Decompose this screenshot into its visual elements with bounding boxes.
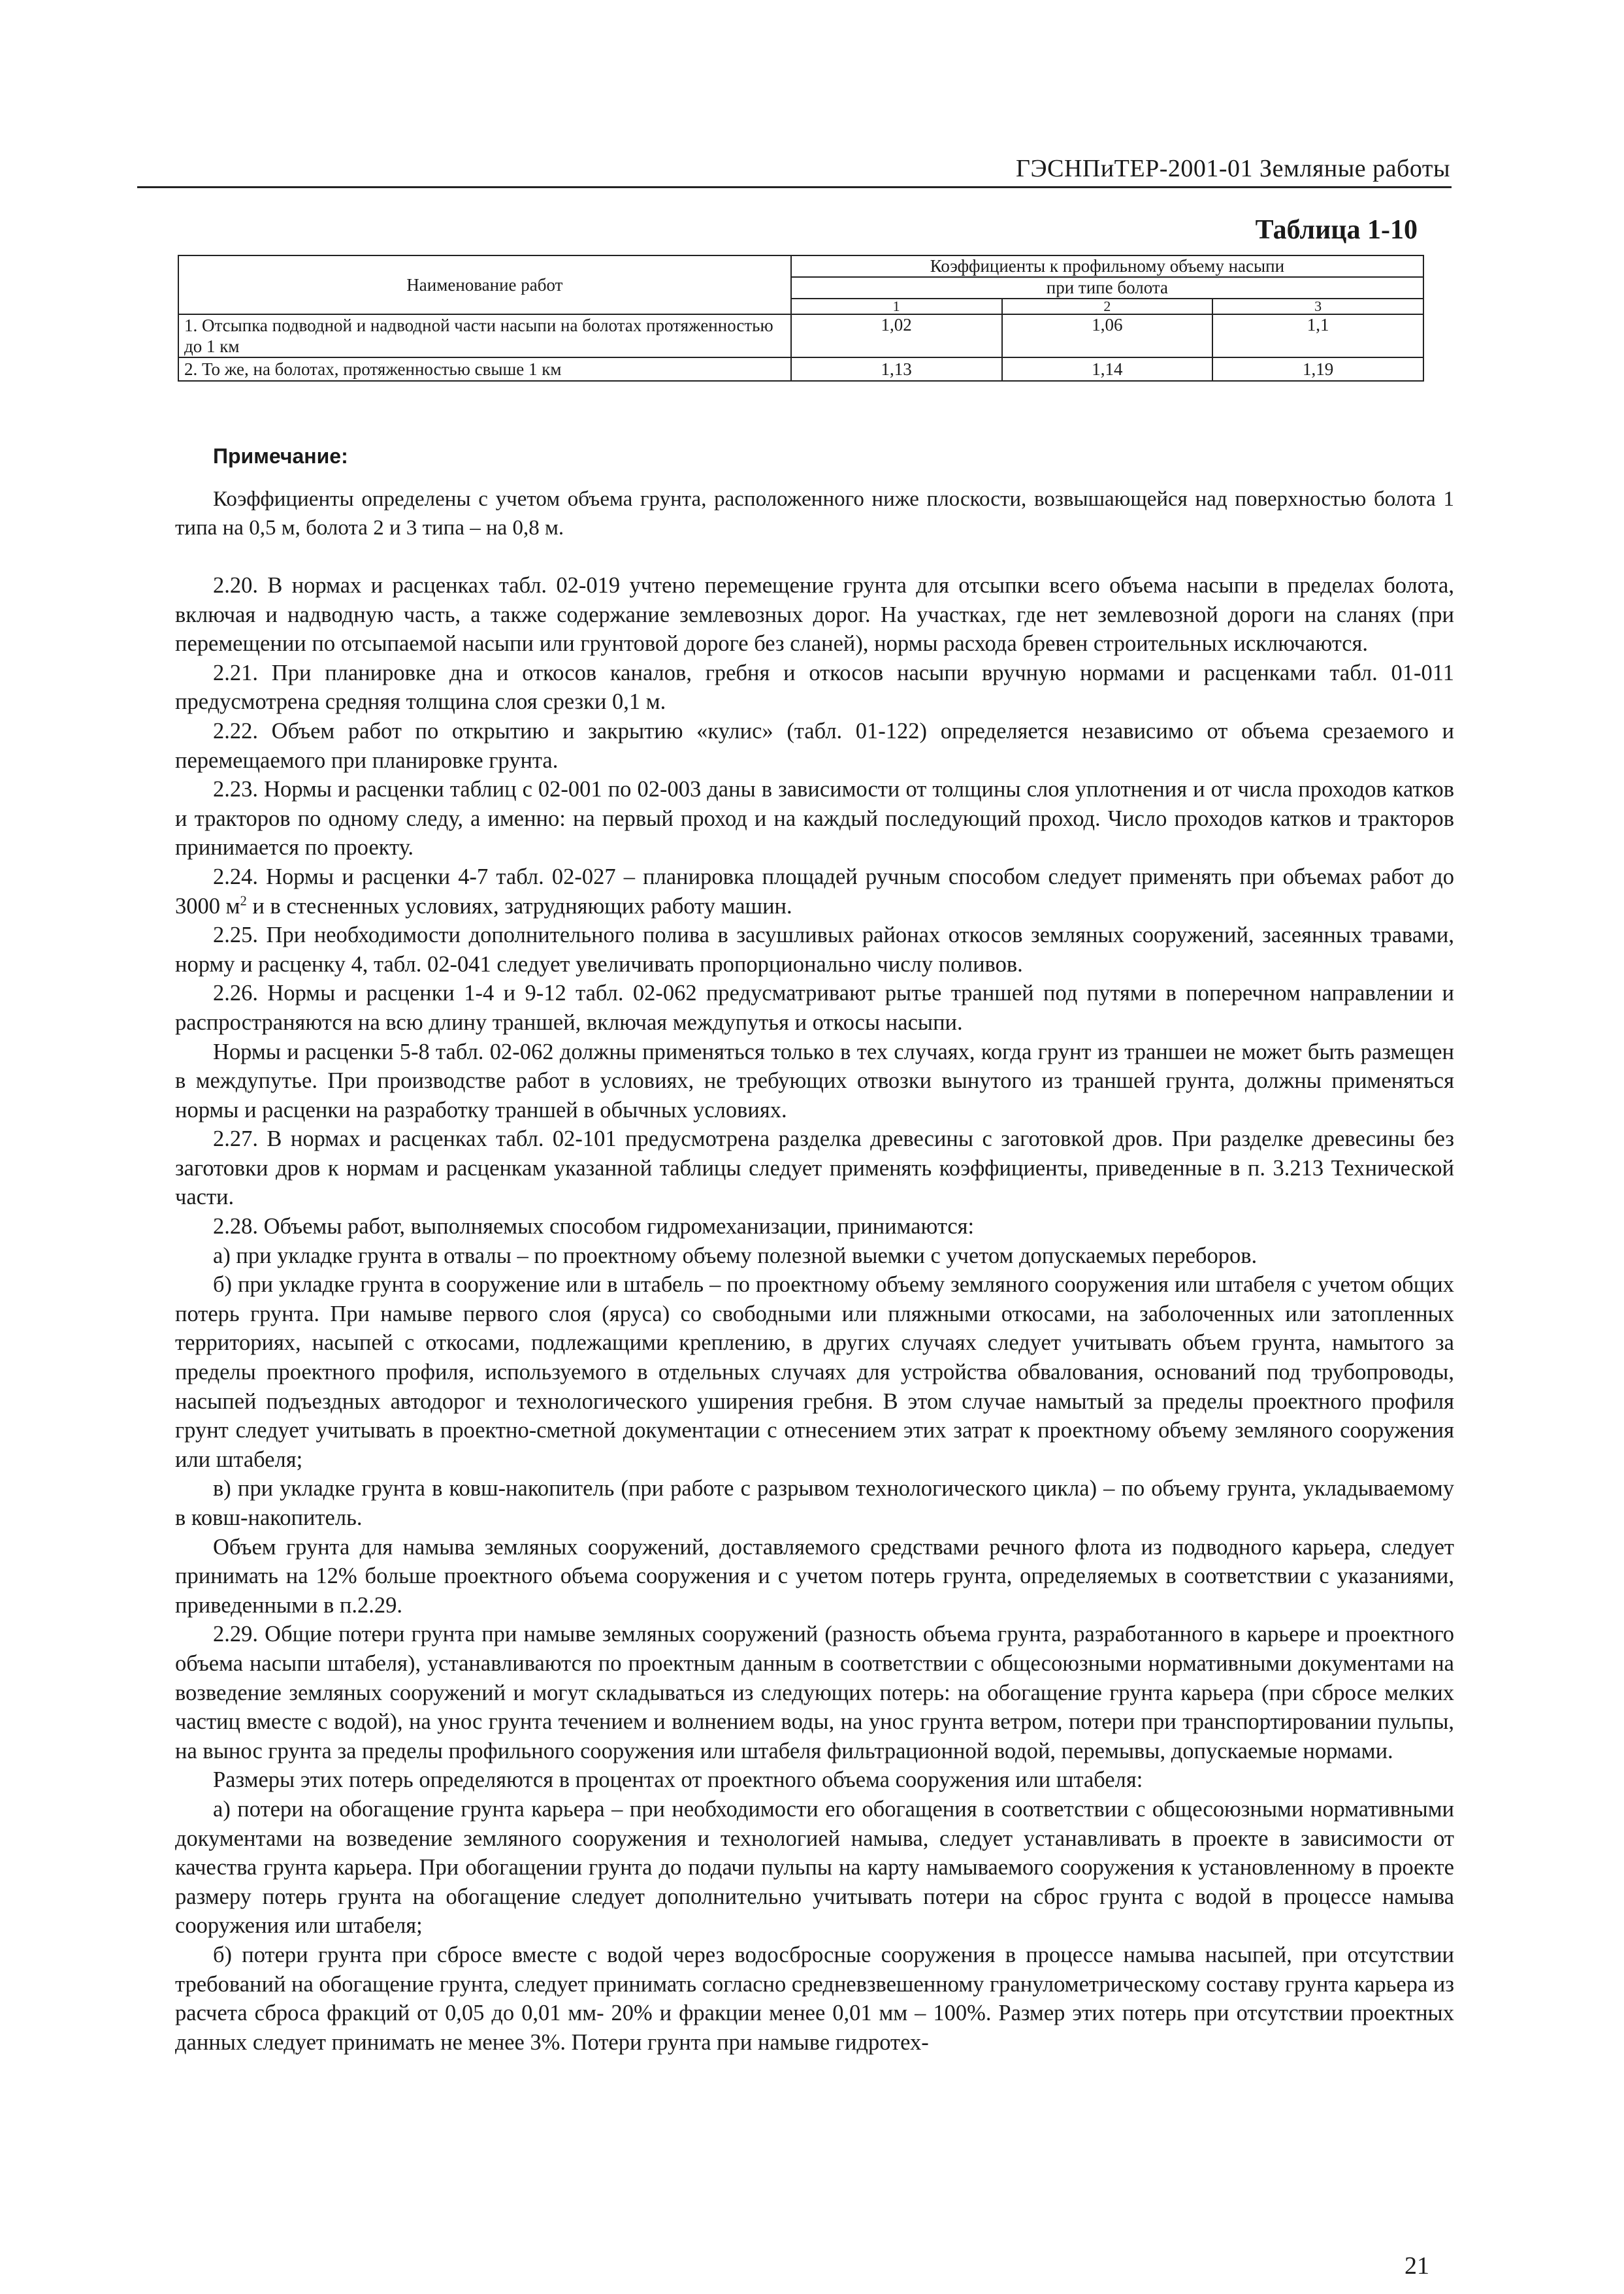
paragraph-2-28-volume: Объем грунта для намыва земляных сооружений, доставляемого средствами речного флота из подводного карьера, следует принимать на 12% больше проектного объема сооружения и с учетом потерь грунта, определяемых в соответствии с указаниями, приведенными в п.2.29. bbox=[175, 1534, 1454, 1618]
running-header: ГЭСНПиТЕР-2001-01 Земляные работы bbox=[1016, 155, 1450, 182]
paragraph-2-28-a: а) при укладке грунта в отвалы – по проектному объему полезной выемки с учетом допускаемых переборов. bbox=[213, 1243, 1258, 1268]
col-group-header-line2: при типе болота bbox=[791, 277, 1423, 299]
paragraph-2-26: 2.26. Нормы и расценки 1-4 и 9-12 табл. 02-062 предусматривают рытье траншей под путями в поперечном направлении и распространяются на всю длину траншей, включая междупутья и откосы насыпи. bbox=[175, 981, 1454, 1035]
value-cell: 1,02 bbox=[791, 314, 1002, 357]
value-cell: 1,1 bbox=[1212, 314, 1423, 357]
col-name-header: Наименование работ bbox=[178, 255, 791, 314]
col-group-header-line1: Коэффициенты к профильному объему насыпи bbox=[791, 255, 1423, 277]
paragraph-2-28-v: в) при укладке грунта в ковш-накопитель (при работе с разрывом технологического цикла) – по объему грунта, укладываемому в ковш-накопитель. bbox=[175, 1476, 1454, 1530]
paragraph-2-22: 2.22. Объем работ по открытию и закрытию «кулис» (табл. 01-122) определяется независимо от объема срезаемого и перемещаемого при планировке грунта. bbox=[175, 718, 1454, 773]
body-text bbox=[175, 571, 1454, 2057]
col-number: 3 bbox=[1212, 299, 1423, 314]
superscript: 2 bbox=[240, 894, 247, 909]
value-cell: 1,06 bbox=[1002, 314, 1213, 357]
paragraph-2-25: 2.25. При необходимости дополнительного полива в засушливых районах откосов земляных сооружений, засеянных травами, норму и расценку 4, табл. 02-041 следует увеличивать пропорционально числу поливов. bbox=[175, 923, 1454, 977]
paragraph-2-28-b: б) при укладке грунта в сооружение или в штабель – по проектному объему земляного сооружения или штабеля с учетом общих потерь грунта. При намыве первого слоя (яруса) со свободными или пляжными откосами, на заболоченных или затопленных территориях, насыпей с откосами, подлежащими креплению, в других случаях следует учитывать объем грунта, намытого за пределы проектного профиля, используемого в отдельных случаях для устройства обвалования, оснований под трубопроводы, насыпей подъездных автодорог и технологического уширения гребня. В этом случае намытый за пределы проектного профиля грунт следует учитывать в проектно-сметной документации с отнесением этих затрат к проектному объему земляного сооружения или штабеля; bbox=[175, 1272, 1454, 1472]
coefficients-table bbox=[178, 255, 1424, 382]
note-title: Примечание: bbox=[213, 444, 348, 468]
paragraph-2-28: 2.28. Объемы работ, выполняемых способом гидромеханизации, принимаются: bbox=[213, 1214, 975, 1239]
paragraph-2-20: 2.20. В нормах и расценках табл. 02-019 учтено перемещение грунта для отсыпки всего объема насыпи в пределах болота, включая и надводную часть, а также содержание землевозных дорог. На участках, где нет землевозной дороги на сланях (при перемещении по отсыпаемой насыпи или грунтовой дороге без сланей), нормы расхода бревен строительных исключаются. bbox=[175, 573, 1454, 657]
paragraph-2-29: 2.29. Общие потери грунта при намыве земляных сооружений (разность объема грунта, разработанного в карьере и проектного объема насыпи штабеля), устанавливаются по проектным данным в соответствии с общесоюзными нормативными документами на возведение земляных сооружений и могут складываться из следующих потерь: на обогащение грунта карьера (при сбросе мелких частиц вместе с водой), на унос грунта течением и волнением воды, на унос грунта ветром, потери при транспортировании пульпы, на вынос грунта за пределы профильного сооружения или штабеля фильтрационной водой, перемывы, допускаемые нормами. bbox=[175, 1622, 1454, 1763]
header-rule bbox=[137, 186, 1452, 188]
work-name-cell: 1. Отсыпка подводной и надводной части насыпи на болотах протяженностью до 1 км bbox=[178, 314, 791, 357]
note-text: Коэффициенты определены с учетом объема грунта, расположенного ниже плоскости, возвышающейся над поверхностью болота 1 типа на 0,5 м, болота 2 и 3 типа – на 0,8 м. bbox=[175, 487, 1454, 540]
table-row bbox=[178, 357, 1423, 381]
table-row bbox=[178, 314, 1423, 357]
paragraph-2-29-sizes: Размеры этих потерь определяются в процентах от проектного объема сооружения или штабеля: bbox=[213, 1767, 1143, 1793]
value-cell: 1,13 bbox=[791, 357, 1002, 381]
value-cell: 1,14 bbox=[1002, 357, 1213, 381]
paragraph-2-23: 2.23. Нормы и расценки таблиц с 02-001 по 02-003 даны в зависимости от толщины слоя уплотнения и от числа проходов катков и тракторов по одному следу, а именно: на первый проход и на каждый последующий проход. Число проходов катков и тракторов принимается по проекту. bbox=[175, 777, 1454, 860]
value-cell: 1,19 bbox=[1212, 357, 1423, 381]
paragraph-2-26-cont: Нормы и расценки 5-8 табл. 02-062 должны применяться только в тех случаях, когда грунт из траншеи не может быть размещен в междупутье. При производстве работ в условиях, не требующих отвозки вынутого из траншей грунта, должны применяться нормы и расценки на разработку траншей в обычных условиях. bbox=[175, 1039, 1454, 1122]
work-name-cell: 2. То же, на болотах, протяженностью свыше 1 км bbox=[178, 357, 791, 381]
paragraph-2-29-a: а) потери на обогащение грунта карьера – при необходимости его обогащения в соответствии с общесоюзными нормативными документами на возведение земляного сооружения и технологией намыва, следует устанавливать в проекте в зависимости от качества грунта карьера. При обогащении грунта до подачи пульпы на карту намываемого сооружения к установленному в проекте размеру потерь грунта на обогащение следует дополнительно учитывать потери на сброс грунта с водой в процессе намыва сооружения или штабеля; bbox=[175, 1796, 1454, 1939]
table-title: Таблица 1-10 bbox=[1255, 215, 1418, 245]
paragraph-2-24-after: и в стесненных условиях, затрудняющих работу машин. bbox=[246, 893, 792, 919]
paragraph-2-21: 2.21. При планировке дна и откосов каналов, гребня и откосов насыпи вручную нормами и расценками табл. 01-011 предусмотрена средняя толщина слоя срезки 0,1 м. bbox=[175, 660, 1454, 715]
col-number: 1 bbox=[791, 299, 1002, 314]
paragraph-2-29-b: б) потери грунта при сбросе вместе с водой через водосбросные сооружения в процессе намыва насыпей, при отсутствии требований на обогащение грунта, следует принимать согласно средневзвешенному гранулометрическому составу грунта карьера из расчета сброса фракций от 0,05 до 0,01 мм- 20% и фракции менее 0,01 мм – 100%. Размер этих потерь при отсутствии проектных данных следует принимать не менее 3%. Потери грунта при намыве гидротех- bbox=[175, 1942, 1454, 2055]
paragraph-2-27: 2.27. В нормах и расценках табл. 02-101 предусмотрена разделка древесины с заготовкой дров. При разделке древесины без заготовки дров к нормам и расценкам указанной таблицы следует применять коэффициенты, приведенные в п. 3.213 Технической части. bbox=[175, 1126, 1454, 1210]
paragraph-2-24 bbox=[175, 862, 1454, 921]
col-number: 2 bbox=[1002, 299, 1213, 314]
paragraph-2-24-before: 2.24. Нормы и расценки 4-7 табл. 02-027 – планировка площадей ручным способом следует применять при объемах работ до 3000 м bbox=[175, 864, 1454, 919]
page-number: 21 bbox=[1405, 2252, 1429, 2280]
